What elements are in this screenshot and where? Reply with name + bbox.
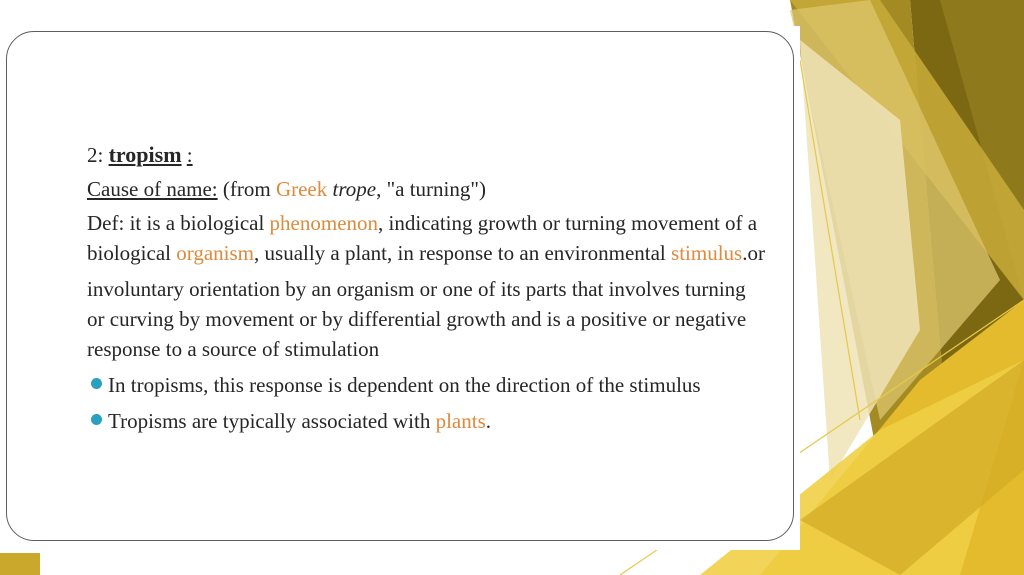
definition-part-1: Def: it is a biological bbox=[87, 211, 270, 235]
organism-link[interactable]: organism bbox=[176, 241, 255, 265]
bullet-item bbox=[87, 406, 767, 436]
bullet-text: Tropisms are typically associated with bbox=[108, 409, 436, 433]
bullet-item bbox=[87, 370, 767, 400]
definition-part-2: , indicating growth or turning movement of a biological bbox=[87, 211, 758, 265]
bullet-dot-icon bbox=[91, 378, 102, 389]
term-heading bbox=[87, 140, 767, 170]
cause-open: (from bbox=[222, 177, 271, 201]
bullet-text: In tropisms, this response is dependent on the direction of the stimulus bbox=[108, 373, 701, 397]
definition-text-block bbox=[87, 140, 767, 436]
term-title: tropism bbox=[108, 142, 182, 167]
definition-paragraph bbox=[87, 208, 767, 268]
definition-part-4: .or bbox=[742, 241, 765, 265]
trope-word: trope bbox=[332, 177, 377, 201]
cause-label: Cause of name: bbox=[87, 177, 218, 201]
phenomenon-link[interactable]: phenomenon bbox=[269, 211, 379, 235]
definition-part-3: , usually a plant, in response to an environmental bbox=[254, 241, 672, 265]
term-number: 2: bbox=[87, 143, 104, 167]
cause-of-name-line bbox=[87, 174, 767, 204]
term-colon: : bbox=[186, 143, 193, 167]
second-definition-paragraph: involuntary orientation by an organism or one of its parts that involves turning or curving by movement or by differential growth and is a positive or negative response to a source of stimulation bbox=[87, 277, 747, 361]
plants-link[interactable]: plants bbox=[435, 409, 486, 433]
trope-meaning: , "a turning") bbox=[376, 177, 486, 201]
stimulus-link[interactable]: stimulus bbox=[671, 241, 743, 265]
bullet-text-end: . bbox=[485, 409, 492, 433]
greek-link[interactable]: Greek bbox=[275, 177, 328, 201]
bullet-dot-icon bbox=[91, 414, 102, 425]
